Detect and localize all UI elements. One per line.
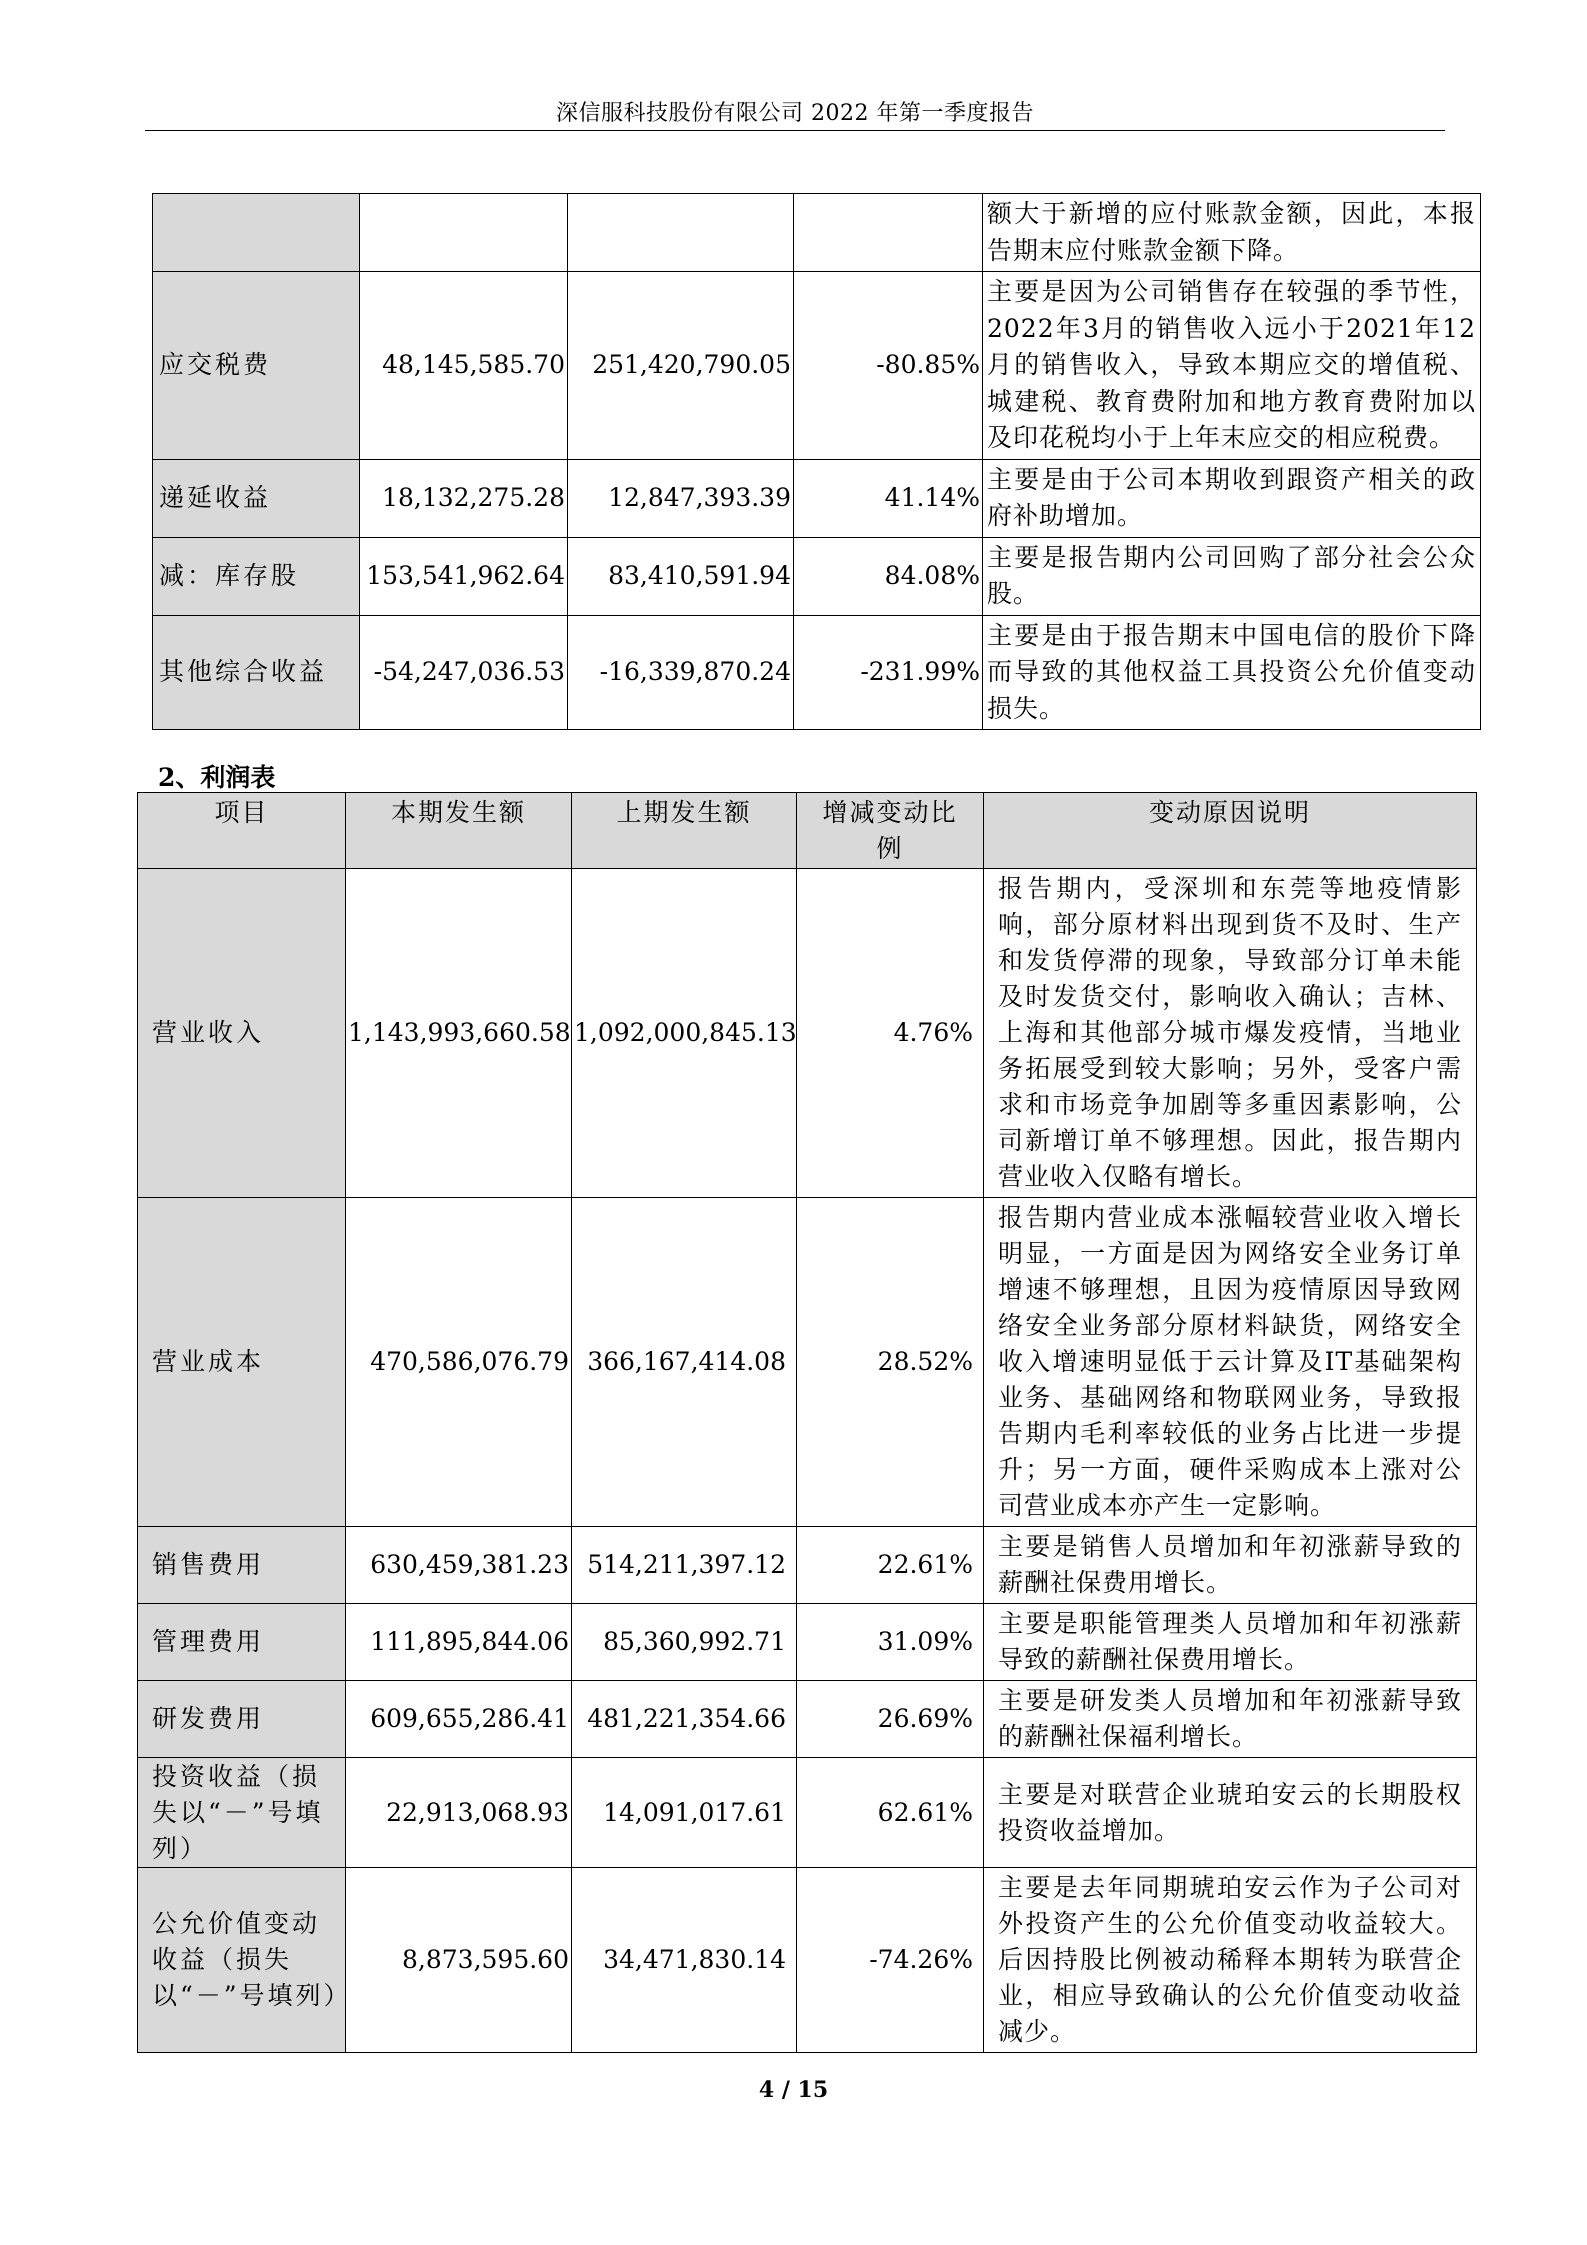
change-reason: 主要是因为公司销售存在较强的季节性，2022年3月的销售收入远小于2021年12月的销售收入，导致本期应交的增值税、城建税、教育费附加和地方教育费附加以及印花税均小于上年末应交的相应税费。 (983, 272, 1481, 460)
header-rule (145, 130, 1445, 131)
current-value: 22,913,068.93 (346, 1758, 572, 1868)
table-row (153, 615, 1481, 730)
table-row (138, 869, 1477, 1198)
change-ratio: 26.69% (797, 1681, 984, 1758)
current-value: 111,895,844.06 (346, 1604, 572, 1681)
item-name: 管理费用 (138, 1604, 346, 1681)
change-reason: 主要是研发类人员增加和年初涨薪导致的薪酬社保福利增长。 (984, 1681, 1477, 1758)
change-reason: 主要是职能管理类人员增加和年初涨薪导致的薪酬社保费用增长。 (984, 1604, 1477, 1681)
header-item: 项目 (138, 793, 346, 869)
header-change: 增减变动比例 (797, 793, 984, 869)
previous-value: 1,092,000,845.13 (572, 869, 797, 1198)
previous-value: 251,420,790.05 (568, 272, 794, 460)
table-row (138, 1758, 1477, 1868)
current-value: 470,586,076.79 (346, 1198, 572, 1527)
current-value: -54,247,036.53 (360, 615, 568, 730)
previous-value: 85,360,992.71 (572, 1604, 797, 1681)
item-name: 营业成本 (138, 1198, 346, 1527)
table-row (138, 1198, 1477, 1527)
change-ratio (794, 194, 983, 272)
balance-change-table (152, 193, 1481, 730)
previous-value: 34,471,830.14 (572, 1868, 797, 2053)
item-name: 投资收益（损失以“－”号填列） (138, 1758, 346, 1868)
change-ratio: 31.09% (797, 1604, 984, 1681)
current-value (360, 194, 568, 272)
change-reason: 报告期内营业成本涨幅较营业收入增长明显，一方面是因为网络安全业务订单增速不够理想，且因为疫情原因导致网络安全业务部分原材料缺货，网络安全收入增速明显低于云计算及IT基础架构业务、基础网络和物联网业务，导致报告期内毛利率较低的业务占比进一步提升；另一方面，硬件采购成本上涨对公司营业成本亦产生一定影响。 (984, 1198, 1477, 1527)
change-ratio: 4.76% (797, 869, 984, 1198)
change-reason: 主要是由于报告期末中国电信的股价下降而导致的其他权益工具投资公允价值变动损失。 (983, 615, 1481, 730)
previous-value: 514,211,397.12 (572, 1527, 797, 1604)
current-value: 153,541,962.64 (360, 537, 568, 615)
page-number: 4 / 15 (758, 2077, 829, 2103)
page-header: 深信服科技股份有限公司 2022 年第一季度报告 (556, 101, 1034, 126)
previous-value: 481,221,354.66 (572, 1681, 797, 1758)
current-value: 609,655,286.41 (346, 1681, 572, 1758)
table-row (138, 1527, 1477, 1604)
change-reason: 额大于新增的应付账款金额，因此，本报告期末应付账款金额下降。 (983, 194, 1481, 272)
header-current: 本期发生额 (346, 793, 572, 869)
change-reason: 报告期内，受深圳和东莞等地疫情影响，部分原材料出现到货不及时、生产和发货停滞的现象，导致部分订单未能及时发货交付，影响收入确认；吉林、上海和其他部分城市爆发疫情，当地业务拓展受到较大影响；另外，受客户需求和市场竞争加剧等多重因素影响，公司新增订单不够理想。因此，报告期内营业收入仅略有增长。 (984, 869, 1477, 1198)
header-previous: 上期发生额 (572, 793, 797, 869)
change-ratio: 41.14% (794, 459, 983, 537)
current-value: 630,459,381.23 (346, 1527, 572, 1604)
header-reason: 变动原因说明 (984, 793, 1477, 869)
item-name: 研发费用 (138, 1681, 346, 1758)
table-row (138, 1868, 1477, 2053)
item-name: 销售费用 (138, 1527, 346, 1604)
current-value: 18,132,275.28 (360, 459, 568, 537)
previous-value: 14,091,017.61 (572, 1758, 797, 1868)
change-ratio: 22.61% (797, 1527, 984, 1604)
current-value: 8,873,595.60 (346, 1868, 572, 2053)
change-reason: 主要是销售人员增加和年初涨薪导致的薪酬社保费用增长。 (984, 1527, 1477, 1604)
income-statement-table (137, 792, 1477, 2053)
item-name (153, 194, 360, 272)
current-value: 48,145,585.70 (360, 272, 568, 460)
change-ratio: -74.26% (797, 1868, 984, 2053)
item-name: 营业收入 (138, 869, 346, 1198)
change-ratio: 62.61% (797, 1758, 984, 1868)
previous-value: 12,847,393.39 (568, 459, 794, 537)
item-name: 减：库存股 (153, 537, 360, 615)
change-ratio: 84.08% (794, 537, 983, 615)
change-reason: 主要是对联营企业琥珀安云的长期股权投资收益增加。 (984, 1758, 1477, 1868)
table-row (153, 537, 1481, 615)
item-name: 递延收益 (153, 459, 360, 537)
previous-value: -16,339,870.24 (568, 615, 794, 730)
table-row (153, 272, 1481, 460)
item-name: 应交税费 (153, 272, 360, 460)
previous-value: 366,167,414.08 (572, 1198, 797, 1527)
table-row (138, 1604, 1477, 1681)
current-value: 1,143,993,660.58 (346, 869, 572, 1198)
change-reason: 主要是报告期内公司回购了部分社会公众股。 (983, 537, 1481, 615)
previous-value (568, 194, 794, 272)
table-header-row (138, 793, 1477, 869)
section-title: 2、利润表 (158, 763, 276, 792)
table-row (153, 194, 1481, 272)
change-ratio: -231.99% (794, 615, 983, 730)
item-name: 公允价值变动收益（损失以“－”号填列） (138, 1868, 346, 2053)
item-name: 其他综合收益 (153, 615, 360, 730)
change-reason: 主要是去年同期琥珀安云作为子公司对外投资产生的公允价值变动收益较大。后因持股比例被动稀释本期转为联营企业，相应导致确认的公允价值变动收益减少。 (984, 1868, 1477, 2053)
table-row (153, 459, 1481, 537)
table-row (138, 1681, 1477, 1758)
change-reason: 主要是由于公司本期收到跟资产相关的政府补助增加。 (983, 459, 1481, 537)
change-ratio: -80.85% (794, 272, 983, 460)
previous-value: 83,410,591.94 (568, 537, 794, 615)
change-ratio: 28.52% (797, 1198, 984, 1527)
